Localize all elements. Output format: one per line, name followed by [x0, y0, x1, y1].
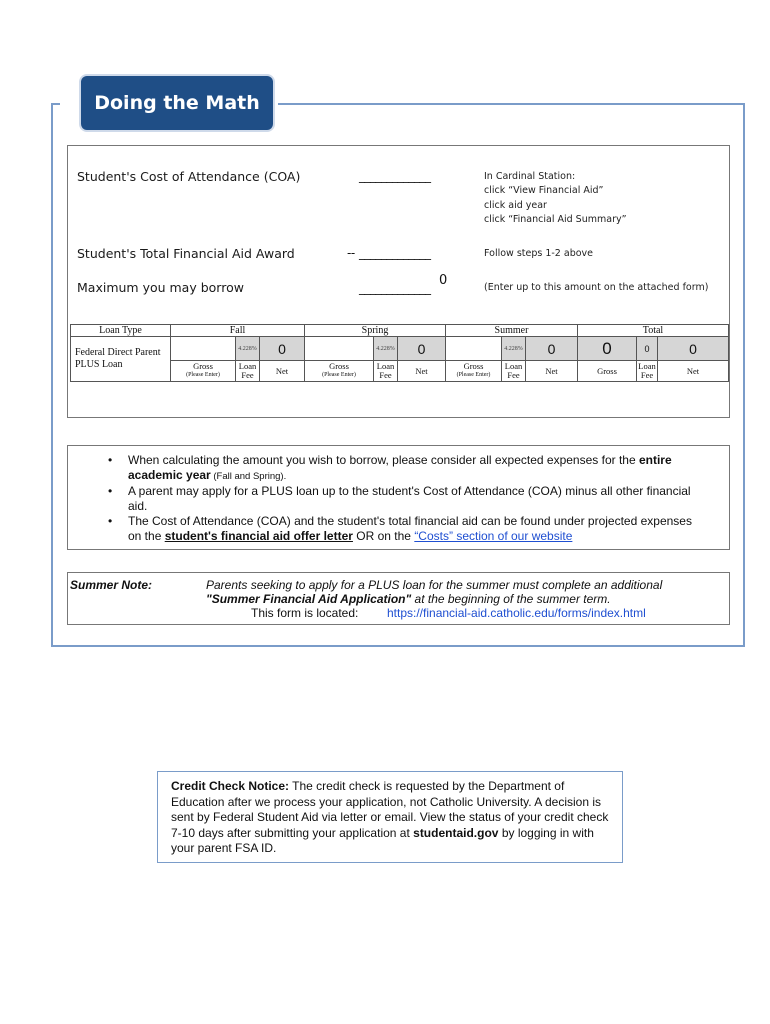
fall-net: 0 [260, 337, 305, 361]
section-title: Doing the Math [81, 76, 273, 130]
fall-fee-rate: 4.228% [236, 337, 260, 361]
bullet-coa-source: • The Cost of Attendance (COA) and the student's total financial aid can be found under projected expenses on the student's financial aid offer letter OR on the “Costs” section of our website [108, 514, 708, 544]
summer-note-line2: "Summer Financial Aid Application" at the beginning of the summer term. [206, 592, 611, 606]
summer-form-link[interactable]: https://financial-aid.catholic.edu/forms/index.html [387, 606, 646, 620]
loan-name: Federal Direct Parent PLUS Loan [71, 337, 171, 382]
steps-note: Follow steps 1-2 above [484, 248, 594, 259]
summer-note-box [67, 572, 730, 625]
studentaid-site: studentaid.gov [413, 825, 499, 840]
total-gross: 0 [578, 337, 637, 361]
spring-gross-caption: Gross (Please Enter) [305, 361, 374, 382]
spring-fee-rate: 4.228% [374, 337, 398, 361]
summer-gross-caption: Gross (Please Enter) [446, 361, 502, 382]
total-net: 0 [658, 337, 729, 361]
borrow-value: 0 [439, 273, 448, 288]
fall-net-caption: Net [260, 361, 305, 382]
aid-input-line[interactable]: _____________ [359, 246, 431, 260]
bullet-plus-limit: • A parent may apply for a PLUS loan up to the student's Cost of Attendance (COA) minus all other financial aid. [108, 484, 708, 514]
summer-fee-caption: Loan Fee [502, 361, 526, 382]
enter-note: (Enter up to this amount on the attached form) [484, 282, 709, 293]
instruction-3: click aid year [484, 200, 547, 211]
aid-prefix: -- [347, 246, 355, 260]
guidance-box [67, 445, 730, 550]
costs-link[interactable]: “Costs” section of our website [414, 529, 573, 543]
coa-input-line[interactable]: _____________ [359, 169, 431, 183]
summer-fee-rate: 4.228% [502, 337, 526, 361]
spring-fee-caption: Loan Fee [374, 361, 398, 382]
aid-label: Student's Total Financial Aid Award [77, 246, 295, 261]
header-spring: Spring [305, 325, 446, 337]
spring-net: 0 [398, 337, 446, 361]
fall-gross-input[interactable] [171, 337, 236, 361]
summer-note-line1: Parents seeking to apply for a PLUS loan for the summer must complete an additional [206, 578, 663, 592]
loan-table [70, 324, 729, 382]
header-total: Total [578, 325, 729, 337]
credit-check-notice: Credit Check Notice: The credit check is requested by the Department of Education after we process your application, not Catholic University. A decision is sent by Federal Student Aid via letter or email. View the status of your credit check 7-10 days after submitting your application at studentaid.gov by logging in with your parent FSA ID. [157, 771, 623, 863]
spring-net-caption: Net [398, 361, 446, 382]
header-loan-type: Loan Type [71, 325, 171, 337]
fall-fee-caption: Loan Fee [236, 361, 260, 382]
borrow-label: Maximum you may borrow [77, 280, 244, 295]
total-gross-caption: Gross [578, 361, 637, 382]
total-fee-caption: Loan Fee [638, 361, 656, 380]
credit-check-label: Credit Check Notice: [171, 779, 290, 793]
summer-net: 0 [526, 337, 578, 361]
fall-gross-caption: Gross (Please Enter) [171, 361, 236, 382]
summer-net-caption: Net [526, 361, 578, 382]
frame-gap [274, 98, 278, 108]
summer-note-label: Summer Note: [70, 578, 153, 592]
borrow-input-line[interactable]: _____________ [359, 281, 431, 295]
header-fall: Fall [171, 325, 305, 337]
total-fee: 0 [637, 337, 658, 361]
spring-gross-input[interactable] [305, 337, 374, 361]
summer-note-line3: This form is located: [251, 606, 359, 620]
bullet-academic-year: • When calculating the amount you wish to borrow, please consider all expected expenses for the entire academic year (Fall and Spring). [108, 453, 708, 484]
summer-gross-input[interactable] [446, 337, 502, 361]
coa-label: Student's Cost of Attendance (COA) [77, 169, 301, 184]
frame-gap [60, 98, 80, 108]
instruction-2: click “View Financial Aid” [484, 185, 604, 196]
instruction-4: click “Financial Aid Summary” [484, 214, 627, 225]
total-net-caption: Net [658, 361, 729, 382]
header-summer: Summer [446, 325, 578, 337]
instruction-1: In Cardinal Station: [484, 171, 576, 182]
